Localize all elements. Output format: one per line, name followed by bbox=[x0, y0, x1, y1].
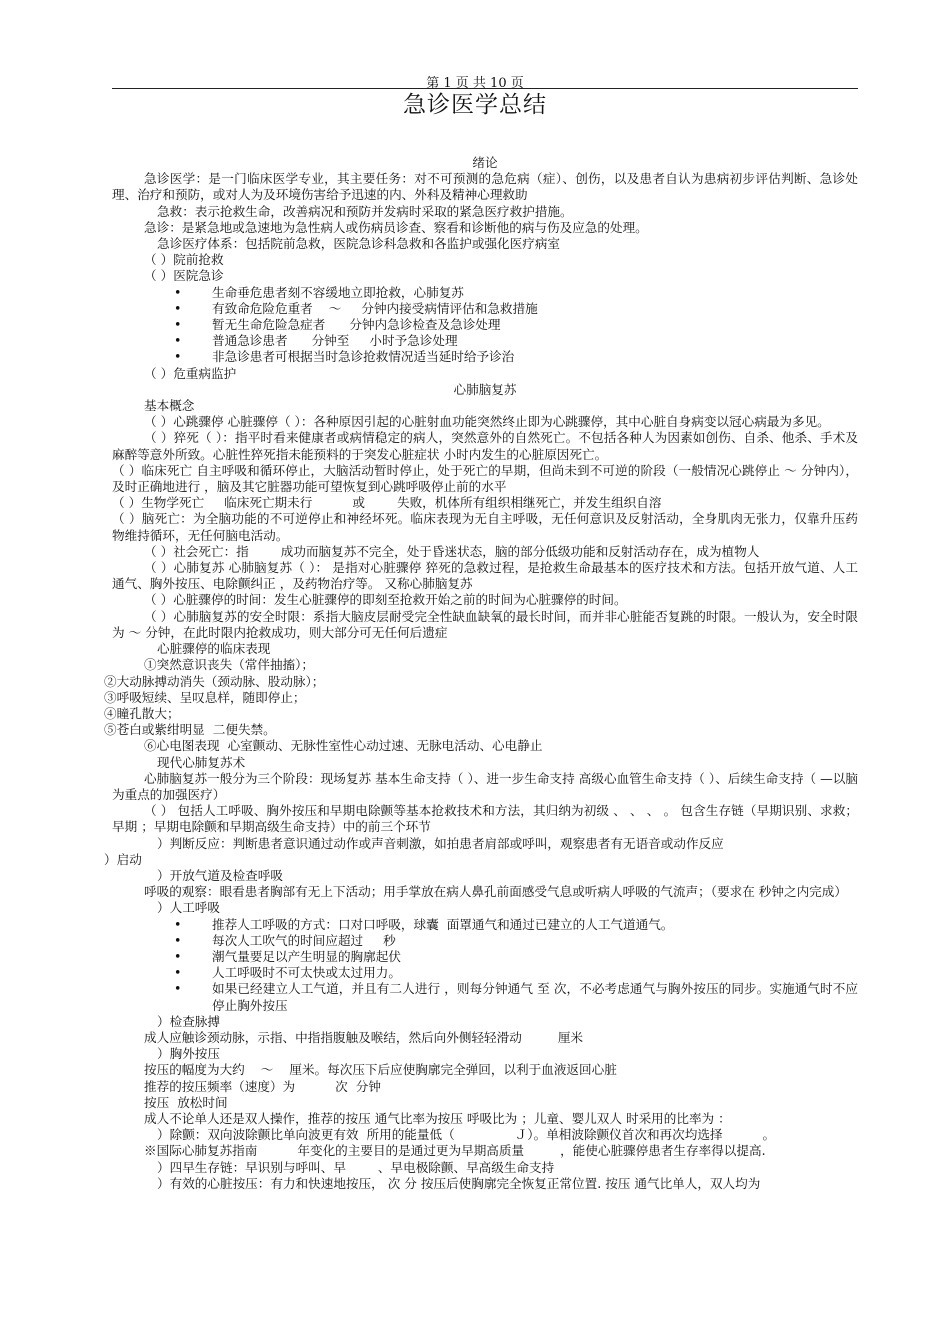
text-line: 推荐的按压频率（速度）为 次 分钟 bbox=[144, 1078, 381, 1094]
bullet-item: • 每次人工吹气的时间应超过 秒 bbox=[112, 933, 858, 949]
text-line: ）开放气道及检查呼吸 bbox=[157, 867, 283, 883]
text-line: （ ） 包括人工呼吸、胸外按压和早期电除颤等基本抢救技术和方法，其归纳为初级 、 、 、 。 包含生存链（早期识别、求救；早期 ；早期电除颤和早期高级生命支持）中的前三个环节 bbox=[112, 803, 858, 835]
text-line: ）判断反应：判断患者意识通过动作或声音刺激，如拍患者肩部或呼叫，观察患者有无语音或动作反应 bbox=[157, 835, 724, 851]
text-line: 现代心肺复苏术 bbox=[157, 754, 246, 770]
text-line: ）胸外按压 bbox=[157, 1046, 220, 1062]
bullet-item: • 有致命危险危重者 ～ 分钟内接受病情评估和急救措施 bbox=[112, 301, 858, 317]
bullet-item: • 普通急诊患者 分钟至 小时予急诊处理 bbox=[112, 333, 858, 349]
document-title: 急诊医学总结 bbox=[403, 92, 547, 118]
text-line: 呼吸的观察：眼看患者胸部有无上下活动；用手掌放在病人鼻孔前面感受气息或听病人呼吸的气流声；（要求在 秒钟之内完成） bbox=[144, 884, 847, 900]
text-line: （ ）危重病监护 bbox=[144, 365, 237, 381]
text-line: （ ）临床死亡 自主呼吸和循环停止，大脑活动暂时停止，处于死亡的早期，但尚未到不可逆的阶段（一般情况心跳停止 ～ 分钟内），及时正确地进行 ，脑及其它脏器功能可望恢复到心跳呼吸停止前的水平 bbox=[112, 462, 858, 495]
text-line: （ ）心肺脑复苏的安全时限：系指大脑皮层耐受完全性缺血缺氧的最长时间，而并非心脏能否复跳的时限。一般认为，安全时限为 ～ 分钟，在此时限内抢救成功，则大部分可无任何后遗症 bbox=[112, 608, 858, 640]
bullet-item: • 生命垂危患者刻不容缓地立即抢救，心肺复苏 bbox=[112, 285, 858, 301]
text-line: ⑥心电图表现 心室颤动、无脉性室性心动过速、无脉电活动、心电静止 bbox=[144, 738, 543, 754]
text-line: ※国际心肺复苏指南 年变化的主要目的是通过更为早期高质量 ，能使心脏骤停患者生存率得以提高. bbox=[144, 1143, 766, 1159]
text-line: 成人应触诊颈动脉，示指、中指指腹触及喉结，然后向外侧轻轻滑动 厘米 bbox=[144, 1029, 584, 1045]
text-line: ②大动脉搏动消失（颈动脉、股动脉）； bbox=[104, 673, 325, 689]
bullet-item: • 推荐人工呼吸的方式：口对口呼吸，球囊 面罩通气和通过已建立的人工气道通气。 bbox=[112, 917, 858, 933]
text-line: ）四早生存链：早识别与呼叫、早 、早电极除颤、早高级生命支持 bbox=[157, 1159, 555, 1175]
text-line: 心肺脑复苏一般分为三个阶段：现场复苏 基本生命支持（ ）、进一步生命支持 高级心血管生命支持（ ）、后续生命支持（ —以脑为重点的加强医疗） bbox=[112, 770, 858, 802]
section-heading: 绪论 bbox=[472, 155, 498, 170]
text-line: ）人工呼吸 bbox=[157, 900, 220, 916]
text-line: 急诊医学：是一门临床医学专业，其主要任务：对不可预测的急危病（症）、创伤，以及患者自认为患病初步评估判断、急诊处理、治疗和预防，或对人为及环境伤害给予迅速的内、外科及精神心理救助 bbox=[112, 171, 858, 203]
text-line: ）除颤：双向波除颤比单向波更有效 所用的能量低（ Ｊ）。单相波除颤仪首次和再次均选择 。 bbox=[157, 1127, 776, 1143]
text-line: 急诊：是紧急地或急速地为急性病人或伤病员诊查、察看和诊断他的病与伤及应急的处理。 bbox=[144, 219, 648, 235]
text-line: 按压 放松时间 bbox=[144, 1094, 228, 1110]
bullet-item: • 人工呼吸时不可太快或太过用力。 bbox=[112, 965, 858, 981]
page-number: 第 1 页 共 10 页 bbox=[426, 76, 524, 91]
text-line: 急救：表示抢救生命，改善病况和预防并发病时采取的紧急医疗救护措施。 bbox=[157, 203, 573, 219]
text-line: 基本概念 bbox=[144, 398, 195, 414]
text-line: （ ）心肺复苏 心肺脑复苏（ ）： 是指对心脏骤停 猝死的急救过程，是抢救生命最基本的医疗技术和方法。包括开放气道、人工通气、胸外按压、电除颤纠正 ，及药物治疗等。 又称心肺脑复苏 bbox=[112, 560, 858, 592]
section-heading: 心肺脑复苏 bbox=[453, 381, 517, 397]
text-line: ）有效的心脏按压：有力和快速地按压， 次 分 按压后使胸廓完全恢复正常位置. 按压 通气比单人，双人均为 bbox=[157, 1175, 761, 1191]
text-line: ③呼吸短续、呈叹息样，随即停止； bbox=[104, 689, 306, 705]
bullet-item: • 暂无生命危险急症者 分钟内急诊检查及急诊处理 bbox=[112, 317, 858, 333]
text-line: （ ）院前抢救 bbox=[144, 252, 224, 268]
bullet-item: • 潮气量要足以产生明显的胸廓起伏 bbox=[112, 949, 858, 965]
bullet-item: • 如果已经建立人工气道，并且有二人进行 ，则每分钟通气 至 次，不必考虑通气与胸外按压的同步。实施通气时不应停止胸外按压 bbox=[112, 981, 858, 1013]
text-line: （ ）心脏骤停的时间：发生心脏骤停的即刻至抢救开始之前的时间为心脏骤停的时间。 bbox=[144, 592, 627, 608]
text-line: ）检查脉搏 bbox=[157, 1013, 220, 1029]
text-line: （ ）生物学死亡 临床死亡期未行 或 失败，机体所有组织相继死亡，并发生组织自溶 bbox=[112, 495, 662, 511]
text-line: 心脏骤停的临床表现 bbox=[157, 641, 271, 657]
text-line: （ ）脑死亡：为全脑功能的不可逆停止和神经坏死。临床表现为无自主呼吸，无任何意识及反射活动，全身肌肉无张力，仅靠升压药物维持循环，无任何脑电活动。 bbox=[112, 511, 858, 543]
text-line: （ ）心跳骤停 心脏骤停（ ）：各种原因引起的心脏射血功能突然终止即为心跳骤停，其中心脏自身病变以冠心病最为多见。 bbox=[144, 414, 830, 430]
text-line: ）启动 bbox=[104, 851, 142, 867]
text-line: ⑤苍白或紫绀明显 二便失禁。 bbox=[104, 722, 276, 738]
document-body bbox=[104, 155, 858, 1192]
text-line: 按压的幅度为大约 ～ 厘米。每次压下后应使胸廓完全弹回，以利于血液返回心脏 bbox=[144, 1062, 617, 1078]
text-line: 成人不论单人还是双人操作，推荐的按压 通气比率为按压 呼吸比为 ；儿童、婴儿双人 时采用的比率为 ： bbox=[144, 1110, 731, 1126]
text-line: （ ）猝死（ ）：指平时看来健康者或病情稳定的病人，突然意外的自然死亡。不包括各种人为因素如创伤、自杀、他杀、手术及麻醉等意外所致。心脏性猝死指未能预料的于突发心脏症状 小时内发生的心脏原因死亡。 bbox=[112, 430, 858, 462]
text-line: （ ）社会死亡：指 成功而脑复苏不完全，处于昏迷状态，脑的部分低级功能和反射活动存在，成为植物人 bbox=[144, 543, 760, 559]
bullet-item: • 非急诊患者可根据当时急诊抢救情况适当延时给予诊治 bbox=[112, 349, 858, 365]
text-line: ④瞳孔散大； bbox=[104, 705, 180, 721]
text-line: （ ）医院急诊 bbox=[144, 268, 224, 284]
text-line: 急诊医疗体系：包括院前急救，医院急诊科急救和各监护或强化医疗病室 bbox=[157, 236, 560, 252]
text-line: ①突然意识丧失（常伴抽搐）； bbox=[144, 657, 315, 673]
